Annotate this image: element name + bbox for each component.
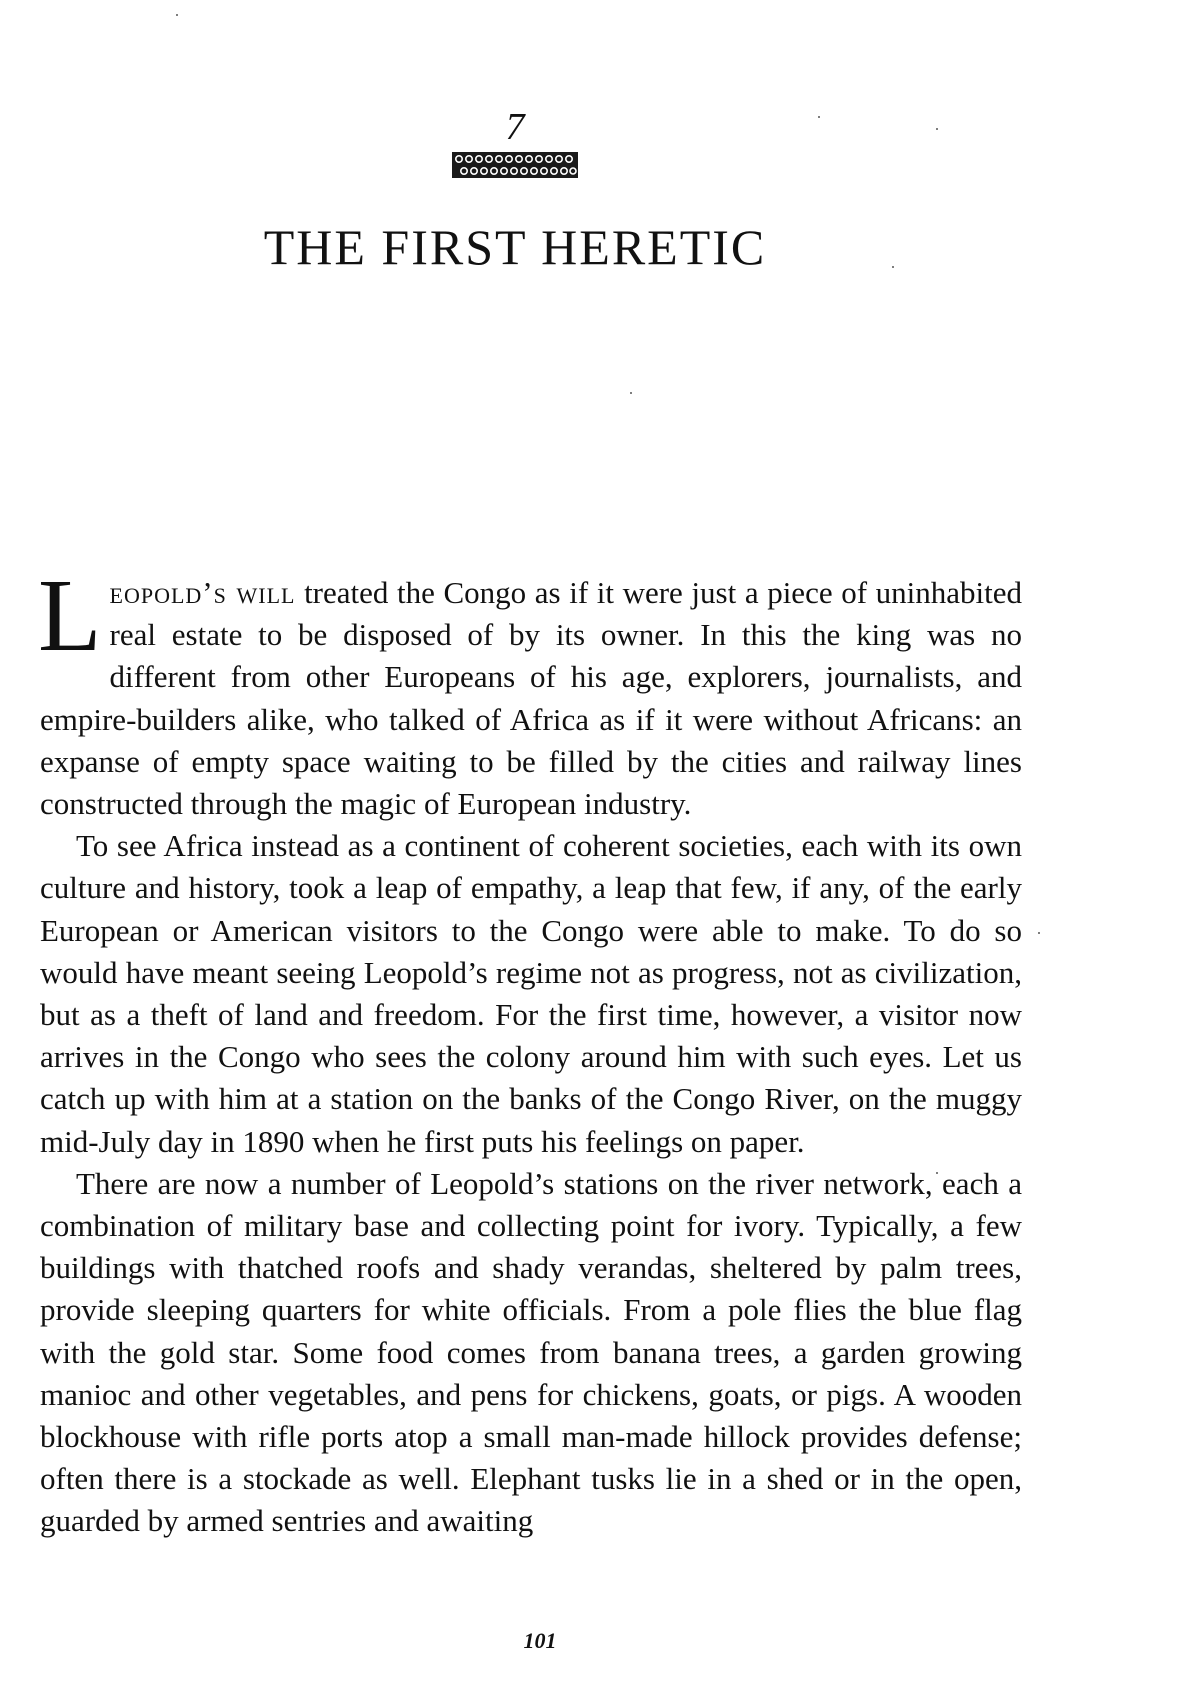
drop-cap: L (38, 558, 102, 673)
page-number: 101 (523, 1628, 557, 1653)
chapter-number: 7 (505, 106, 525, 148)
paragraph-1-text: treated the Congo as if it were just a piece of uninhabited real estate to be disposed of by its owner. In this the king was no different from other Europeans of his age, explorers, journalists, and empire-builders alike, who talked of Africa as if it were without Africans: an expanse of empty space waiting to be filled by the cities and railway lines constructed through the magic of European industry. (40, 575, 1022, 822)
chapter-ornament (452, 152, 578, 178)
scan-speck (630, 392, 632, 394)
chapter-title: THE FIRST HERETIC (263, 219, 767, 275)
chapter-body (38, 558, 1022, 1543)
paragraph-2: To see Africa instead as a continent of coherent societies, each with its own culture and history, took a leap of empathy, a leap that few, if any, of the early European or American visitors to the Congo were able to make. To do so would have meant seeing Leopold’s regime not as progress, not as civilization, but as a theft of land and freedom. For the first time, however, a visitor now arrives in the Congo who sees the colony around him with such eyes. Let us catch up with him at a station on the banks of the Congo River, on the muggy mid-July day in 1890 when he first puts his feelings on paper. (40, 828, 1022, 1159)
scan-speck (176, 14, 178, 16)
scan-speck (1038, 932, 1040, 934)
paragraph-3: There are now a number of Leopold’s stations on the river network, each a combination of military base and collecting point for ivory. Typically, a few buildings with thatched roofs and shady verandas, sheltered by palm trees, provide sleeping quarters for white officials. From a pole flies the blue flag with the gold star. Some food comes from banana trees, a garden growing manioc and other vegetables, and pens for chickens, goats, or pigs. A wooden blockhouse with rifle ports atop a small man-made hillock provides defense; often there is a stockade as well. Elephant tusks lie in a shed or in the open, guarded by armed sentries and awaiting (40, 1165, 1022, 1539)
paragraph-1 (38, 558, 1022, 825)
lead-in-small-caps: eopold’s will (109, 575, 296, 610)
